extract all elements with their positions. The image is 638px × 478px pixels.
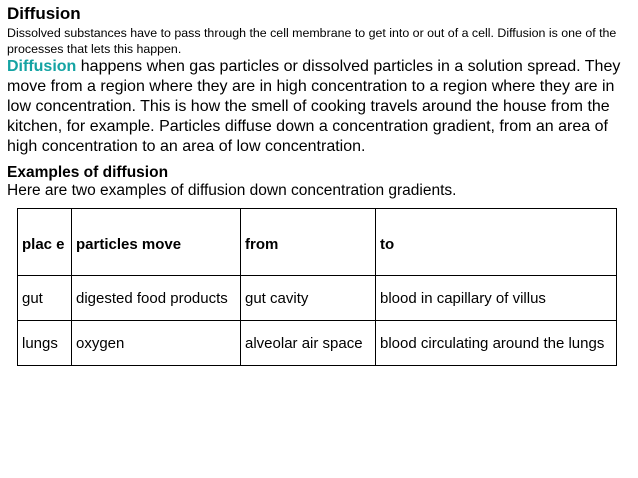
header-place: plac e bbox=[18, 209, 72, 276]
examples-subheading: Here are two examples of diffusion down concentration gradients. bbox=[7, 182, 457, 199]
cell-particles-move: digested food products bbox=[72, 276, 241, 321]
diffusion-definition-paragraph bbox=[7, 57, 633, 157]
cell-to: blood circulating around the lungs bbox=[376, 321, 617, 366]
intro-paragraph: Dissolved substances have to pass through the cell membrane to get into or out of a cell. Diffusion is one of the processes that lets this happen. bbox=[7, 26, 617, 56]
page-title: Diffusion bbox=[7, 4, 81, 23]
cell-from: alveolar air space bbox=[241, 321, 376, 366]
table-header-row bbox=[18, 209, 617, 276]
table-row bbox=[18, 276, 617, 321]
header-to: to bbox=[376, 209, 617, 276]
cell-particles-move: oxygen bbox=[72, 321, 241, 366]
diffusion-keyword: Diffusion bbox=[7, 58, 77, 75]
cell-from: gut cavity bbox=[241, 276, 376, 321]
examples-heading: Examples of diffusion bbox=[7, 164, 169, 181]
diffusion-examples-table bbox=[17, 208, 617, 366]
header-particles-move: particles move bbox=[72, 209, 241, 276]
cell-place: lungs bbox=[18, 321, 72, 366]
cell-to: blood in capillary of villus bbox=[376, 276, 617, 321]
header-from: from bbox=[241, 209, 376, 276]
table-row bbox=[18, 321, 617, 366]
cell-place: gut bbox=[18, 276, 72, 321]
diffusion-definition-text: happens when gas particles or dissolved particles in a solution spread. They move from a region where they are in high concentration to a region where they are in low concentration. This is how the smell of cooking travels around the house from the kitchen, for example. Particles diffuse down a concentration gradient, from an area of high concentration to an area of low concentration. bbox=[7, 58, 621, 155]
